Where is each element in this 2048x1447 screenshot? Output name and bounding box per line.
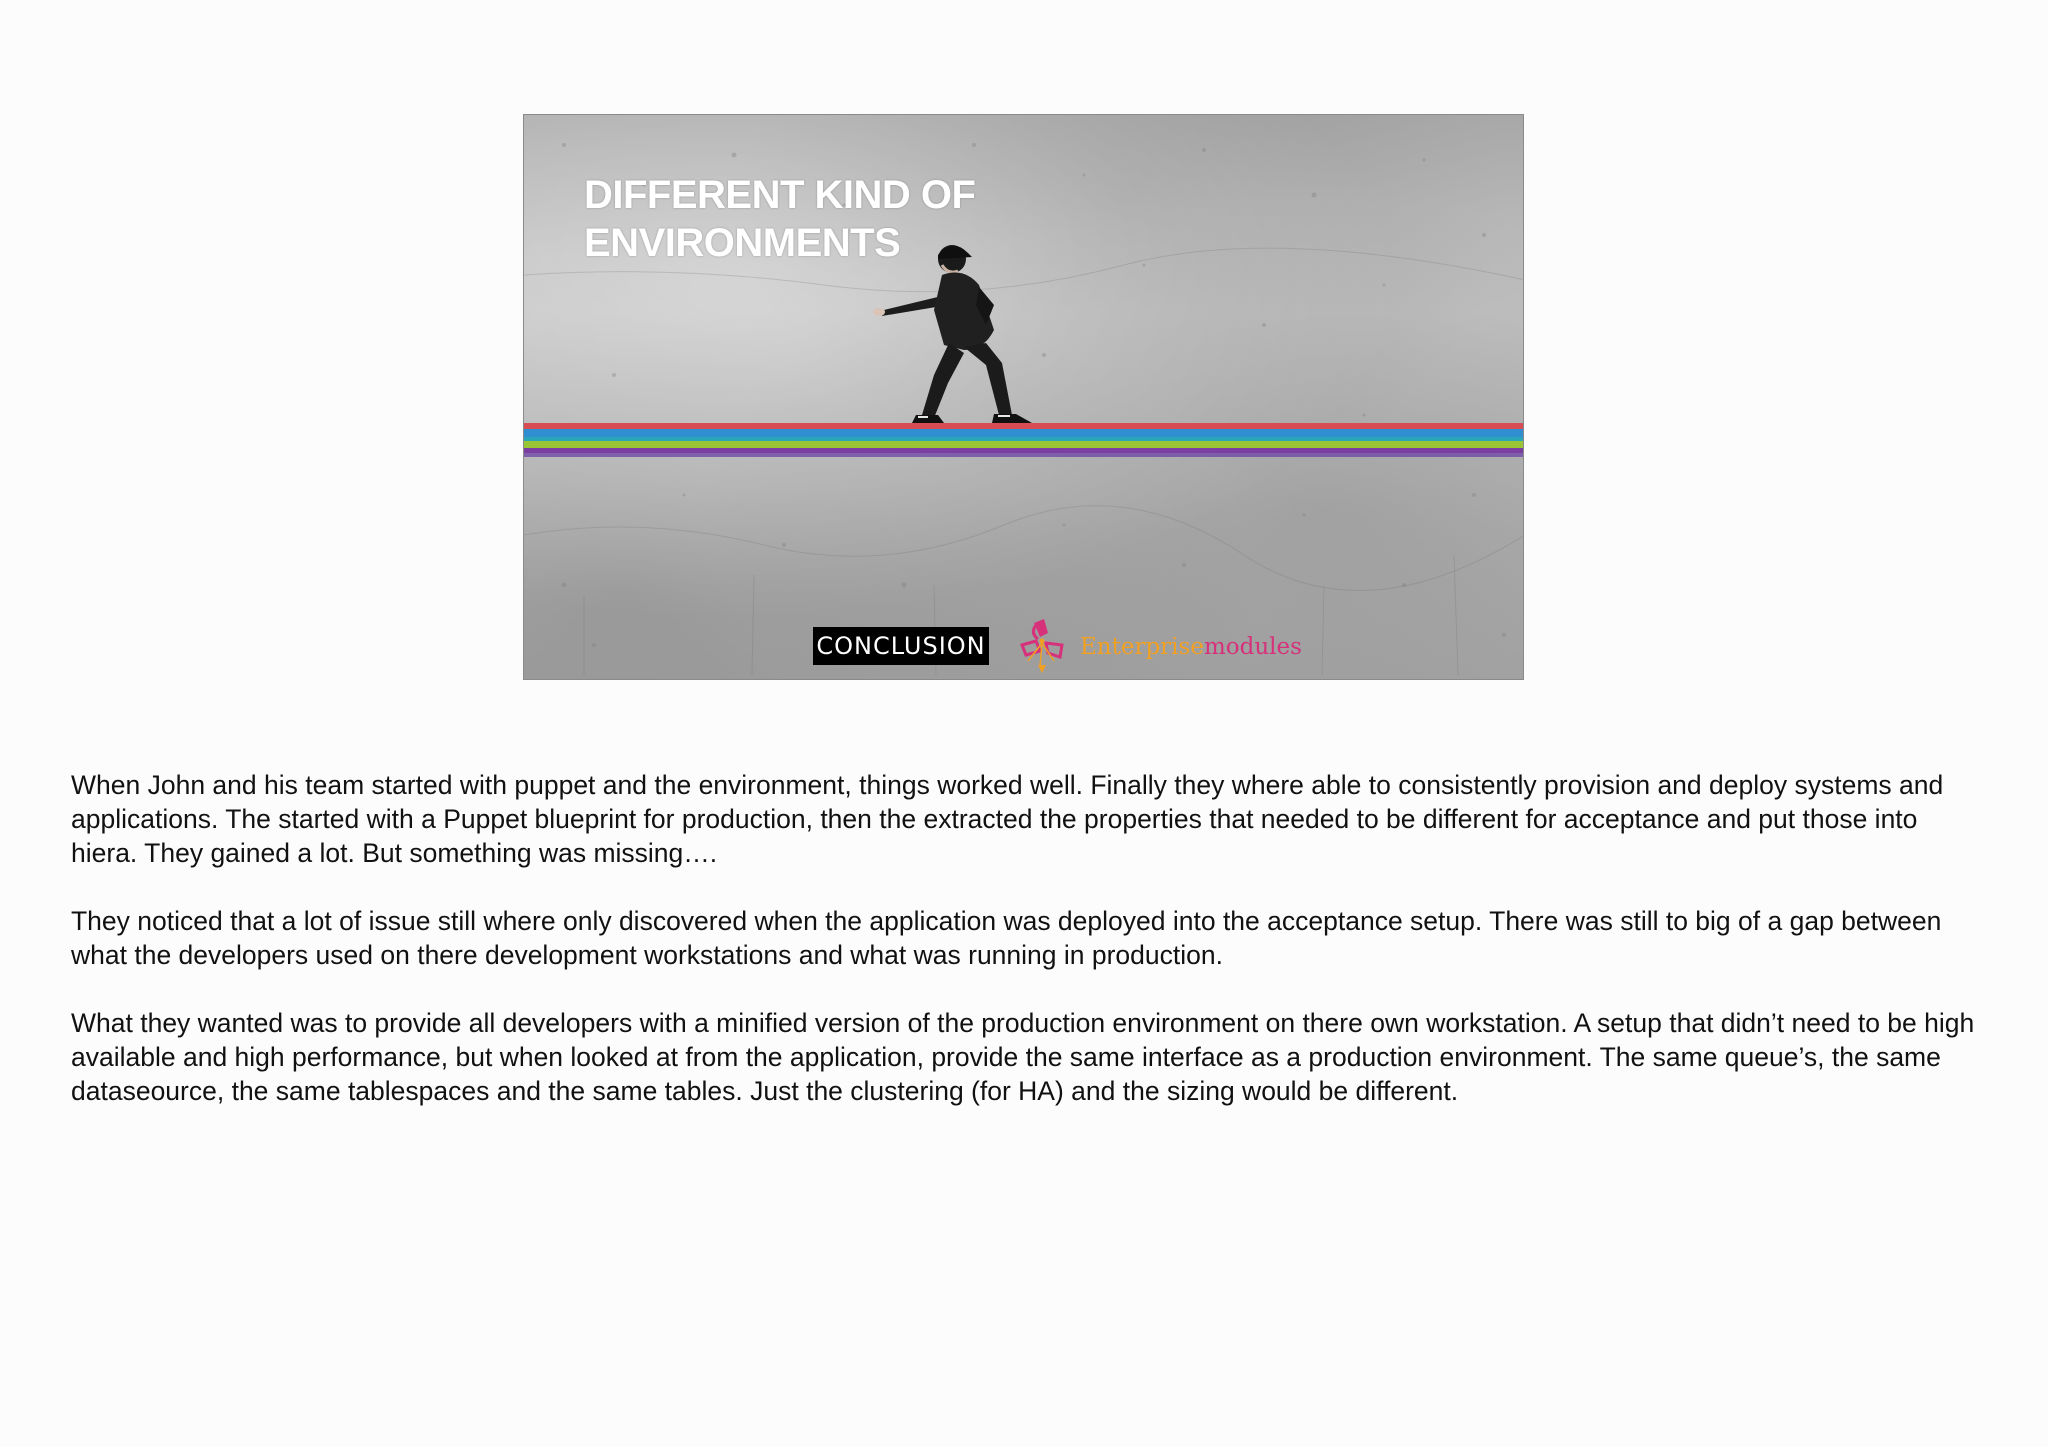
logo-wordmark [1080,633,1302,661]
slide-title: DIFFERENT KIND OF ENVIRONMENTS [584,173,976,265]
stripe-green [524,441,1524,448]
slide-thumbnail [523,114,1524,680]
stripe-purple [524,448,1524,453]
section-badge: CONCLUSION [813,627,989,665]
stripe-blue [524,429,1524,437]
balancing-man-figure [873,245,1032,423]
notes-paragraph: They noticed that a lot of issue still where only discovered when the application was deployed into the acceptance setup. There was still to big of a gap between what the developers used on there development workstations and what was running in production. [71,906,1942,970]
stripe-teal [524,437,1524,441]
enterprise-modules-logo [1014,615,1302,677]
logo-text-modules: modules [1203,634,1302,660]
stripe-red [524,423,1524,429]
notes-paragraph: When John and his team started with puppet and the environment, things worked well. Finally they where able to consistently provision and deploy systems and applications. The started with a Puppet blueprint for production, then the extracted the properties that needed to be different for acceptance and put those into hiera. They gained a lot. But something was missing…. [71,770,1944,868]
notes-paragraph: What they wanted was to provide all developers with a minified version of the production environment on there own workstation. A setup that didn’t need to be high available and high performance, but when looked at from the application, provide the same interface as a production environment. The same queue’s, the same dataseource, the same tablespaces and the same tables. Just the clustering (for HA) and the sizing would be different. [71,1008,1975,1106]
logo-text-enterprise: Enterprise [1080,634,1204,660]
speaker-notes [71,768,1981,1142]
logo-mark-icon [1014,615,1076,677]
stripe-violet [524,453,1524,457]
